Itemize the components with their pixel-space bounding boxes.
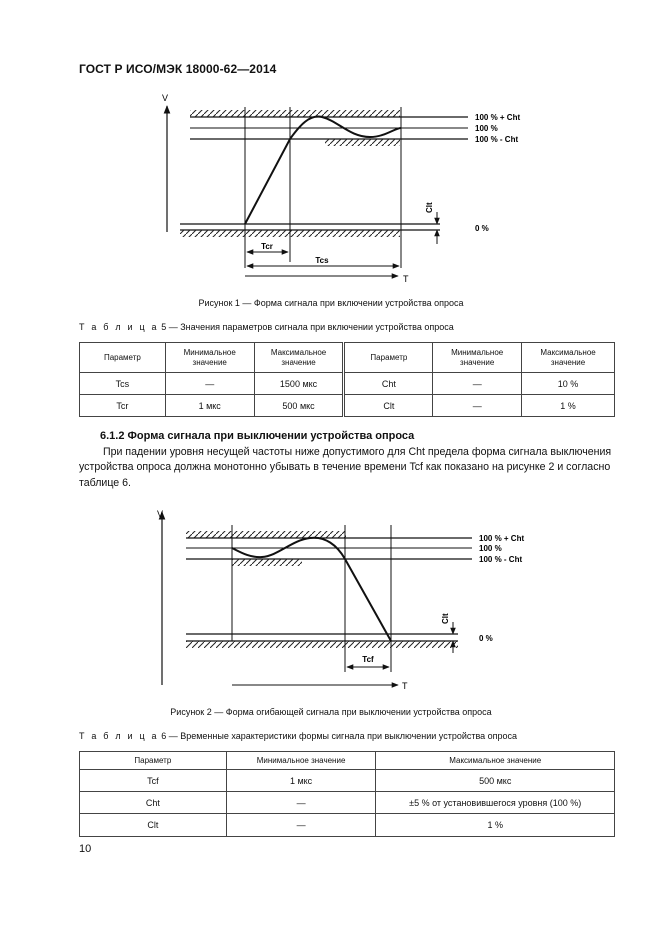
- table-cell: —: [433, 395, 522, 417]
- table-cell: —: [226, 814, 376, 837]
- signal-curve: [245, 117, 401, 224]
- table-cell: 500 мкс: [376, 770, 615, 792]
- header-cell: Параметр: [80, 752, 227, 770]
- level-100-label: 100 %: [475, 124, 498, 133]
- level-low-label: 100 % - Cht: [479, 555, 523, 564]
- t-axis-label: T: [402, 681, 408, 691]
- header-cell: Минимальное значение: [226, 752, 376, 770]
- zero-hatch: [186, 641, 458, 648]
- level-0-label: 0 %: [475, 224, 489, 233]
- v-axis-label: V: [156, 509, 164, 519]
- table-cell: Cht: [80, 792, 227, 814]
- table-row: [80, 373, 615, 395]
- table-row: [80, 770, 615, 792]
- header-cell: Параметр: [80, 343, 166, 373]
- section-title: 6.1.2 Форма сигнала при выключении устройства опроса: [100, 430, 415, 442]
- table-cell: 1 мкс: [226, 770, 376, 792]
- table-row: [80, 792, 615, 814]
- v-axis-label: V: [161, 93, 169, 103]
- level-0-label: 0 %: [479, 634, 493, 643]
- t-axis-label: T: [403, 274, 409, 284]
- table-cell: 1500 мкс: [254, 373, 344, 395]
- header-cell: Максимальное значение: [376, 752, 615, 770]
- lower-band-hatch: [325, 139, 400, 146]
- upper-hatch: [190, 110, 400, 117]
- level-high-label: 100 % + Cht: [475, 113, 521, 122]
- table-row: [80, 395, 615, 417]
- signal-curve: [232, 538, 391, 641]
- figure-2-caption: Рисунок 2 — Форма огибающей сигнала при выключении устройства опроса: [170, 707, 492, 717]
- table-cell: 10 %: [522, 373, 615, 395]
- figure-1-caption: Рисунок 1 — Форма сигнала при включении устройства опроса: [198, 298, 464, 308]
- header-cell: Максимальное значение: [254, 343, 344, 373]
- table-cell: 1 %: [376, 814, 615, 837]
- header-cell: Минимальное значение: [165, 343, 254, 373]
- table-cell: —: [226, 792, 376, 814]
- upper-hatch: [186, 531, 346, 538]
- header-cell: Минимальное значение: [433, 343, 522, 373]
- table-cell: Clt: [80, 814, 227, 837]
- table-5-caption: Т а б л и ц а 5 — Значения параметров сигнала при включении устройства опроса: [79, 322, 454, 332]
- table-cell: Tcf: [80, 770, 227, 792]
- table-cell: Clt: [344, 395, 433, 417]
- lower-band-hatch: [232, 559, 302, 566]
- figure-1-diagram: [0, 80, 662, 295]
- table-6: [79, 751, 615, 837]
- page-number: 10: [79, 843, 92, 855]
- clt-label: Clt: [441, 613, 450, 624]
- table-cell: —: [165, 373, 254, 395]
- figure-2-diagram: [0, 500, 662, 700]
- table-cell: 1 %: [522, 395, 615, 417]
- table-row: [80, 814, 615, 837]
- tcf-label: Tcf: [362, 655, 374, 664]
- header-cell: Параметр: [344, 343, 433, 373]
- document-header: ГОСТ Р ИСО/МЭК 18000-62—2014: [79, 62, 277, 76]
- table-6-caption: Т а б л и ц а 6 — Временные характеристики формы сигнала при выключении устройства опроса: [79, 731, 518, 741]
- section-paragraph: При падении уровня несущей частоты ниже допустимого для Cht предела форма сигнала выключения устройства опроса должна монотонно убывать в течение времени Tcf как показано на рисунке 2 и согласно таблице 6.: [79, 446, 612, 489]
- table-header-row: [80, 752, 615, 770]
- table-cell: Tcr: [80, 395, 166, 417]
- table-header-row: [80, 343, 615, 373]
- level-high-label: 100 % + Cht: [479, 534, 525, 543]
- tcs-label: Tcs: [315, 256, 329, 265]
- table-cell: 500 мкс: [254, 395, 344, 417]
- header-cell: Максимальное значение: [522, 343, 615, 373]
- table-cell: 1 мкс: [165, 395, 254, 417]
- table-cell: —: [433, 373, 522, 395]
- clt-label: Clt: [425, 202, 434, 213]
- table-cell: Cht: [344, 373, 433, 395]
- table-5: [79, 342, 615, 417]
- level-low-label: 100 % - Cht: [475, 135, 519, 144]
- table-cell: ±5 % от установившегося уровня (100 %): [376, 792, 615, 814]
- level-100-label: 100 %: [479, 544, 502, 553]
- table-cell: Tcs: [80, 373, 166, 395]
- tcr-label: Tcr: [261, 242, 273, 251]
